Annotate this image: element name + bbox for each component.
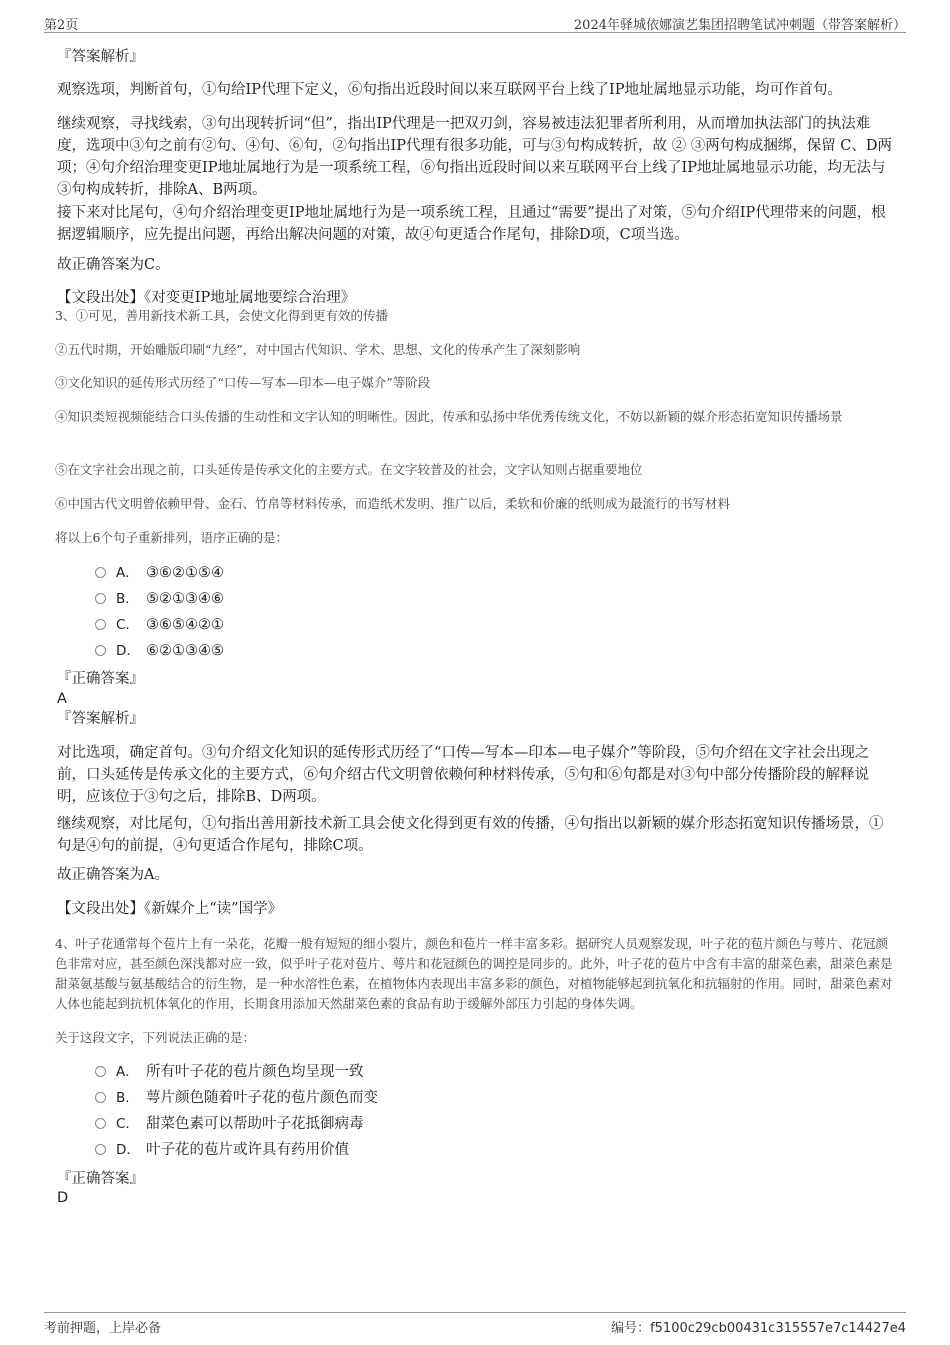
answer-label: 『正确答案』 [57,671,144,687]
question-sentence: 3、①可见，善用新技术新工具，会使文化得到更有效的传播 [55,308,388,323]
option-c[interactable]: C. 甜菜色素可以帮助叶子花抵御病毒 [95,1113,364,1135]
question-prompt: 将以上6个句子重新排列，语序正确的是： [55,530,288,545]
option-c[interactable]: C. ③⑥⑤④②① [95,614,224,636]
radio-button[interactable] [95,619,106,630]
question-prompt: 关于这段文字，下列说法正确的是： [55,1030,256,1045]
analysis-label: 『答案解析』 [57,711,144,727]
code-label: 编号： [611,1321,651,1336]
question-sentence: ⑤在文字社会出现之前，口头延传是传承文化的主要方式。在文字较普及的社会，文字认知则占据重要地位 [55,462,643,477]
answer-label: 『正确答案』 [57,1171,144,1187]
correct-answer: A [57,691,67,707]
option-d[interactable]: D. 叶子花的苞片或许具有药用价值 [95,1139,349,1161]
question-sentence: ②五代时期，开始雕版印刷“九经”，对中国古代知识、学术、思想、文化的传承产生了深刻影响 [55,342,581,357]
analysis-label: 『答案解析』 [57,49,144,65]
analysis-paragraph: 故正确答案为C。 [57,257,170,273]
code-value: f5100c29cb00431c315557e7c14427e4 [650,1321,906,1336]
option-a[interactable]: A． ③⑥②①⑤④ [95,562,224,584]
question-passage: 4、叶子花通常每个苞片上有一朵花，花瓣一般有短短的细小裂片，颜色和苞片一样丰富多彩。据研究人员观察发现，叶子花的苞片颜色与萼片、花冠颜色非常对应，甚至颜色深浅都对应一致，似乎叶子花对苞片、萼片和花冠颜色的调控是同步的。此外，叶子花的苞片中含有丰富的甜菜色素，甜菜色素是甜菜氨基酸与氨基酸结合的衍生物，是一种水溶性色素，在植物体内表现出丰富多彩的颜色，对植物能够起到抗氧化和抗辐射的作用。同时，甜菜色素对人体也能起到抗机体氧化的作用，长期食用添加天然甜菜色素的食品有助于缓解外部压力引起的身体失调。 [55,936,893,1011]
radio-button[interactable] [95,1092,106,1103]
source-citation: 【文段出处】《新媒介上“读”国学》 [57,901,283,917]
analysis-paragraph: 对比选项，确定首句。③句介绍文化知识的延传形式历经了“口传—写本—印本—电子媒介”等阶段，⑤句介绍在文字社会出现之前，口头延传是传承文化的主要方式，⑥句介绍古代文明曾依赖何种材料传承，⑤句和⑥句都是对③句中部分传播阶段的解释说明，应该位于③句之后，排除B、D两项。 [57,745,870,805]
question-sentence: ③文化知识的延传形式历经了“口传—写本—印本—电子媒介”等阶段 [55,375,431,390]
page-header [44,12,906,33]
radio-button[interactable] [95,1066,106,1077]
option-b[interactable]: B. 萼片颜色随着叶子花的苞片颜色而变 [95,1087,378,1109]
question-sentence: ⑥中国古代文明曾依赖甲骨、金石、竹帛等材料传承，而造纸术发明、推广以后，柔软和价廉的纸则成为最流行的书写材料 [55,496,731,511]
option-a[interactable]: A． 所有叶子花的苞片颜色均呈现一致 [95,1061,364,1083]
analysis-paragraph: 继续观察，对比尾句，①句指出善用新技术新工具会使文化得到更有效的传播，④句指出以新颖的媒介形态拓宽知识传播场景，①句是④句的前提，④句更适合作尾句，排除C项。 [57,816,884,854]
analysis-paragraph: 接下来对比尾句，④句介绍治理变更IP地址属地行为是一项系统工程，且通过“需要”提出了对策，⑤句介绍IP代理带来的问题，根据逻辑顺序，应先提出问题，再给出解决问题的对策，故④句更适合作尾句，排除D项，C项当选。 [57,205,886,243]
document-code [611,1317,906,1336]
correct-answer: D [57,1190,69,1206]
radio-button[interactable] [95,1144,106,1155]
radio-button[interactable] [95,1118,106,1129]
page-number: 第2页 [44,18,79,33]
option-b[interactable]: B. ⑤②①③④⑥ [95,588,224,610]
document-title: 2024年驿城依娜演艺集团招聘笔试冲刺题（带答案解析） [573,18,906,33]
analysis-paragraph: 故正确答案为A。 [57,867,169,883]
footer-slogan: 考前押题，上岸必备 [44,1321,162,1336]
page-footer [44,1312,906,1337]
radio-button[interactable] [95,567,106,578]
analysis-paragraph: 观察选项，判断首句，①句给IP代理下定义，⑥句指出近段时间以来互联网平台上线了IP地址属地显示功能，均可作首句。 [57,82,842,98]
option-d[interactable]: D. ⑥②①③④⑤ [95,640,224,662]
source-citation: 【文段出处】《对变更IP地址属地要综合治理》 [57,290,356,306]
question-sentence: ④知识类短视频能结合口头传播的生动性和文字认知的明晰性。因此，传承和弘扬中华优秀传统文化，不妨以新颖的媒介形态拓宽知识传播场景 [55,409,843,424]
radio-button[interactable] [95,593,106,604]
analysis-paragraph: 继续观察，寻找线索，③句出现转折词“但”，指出IP代理是一把双刃剑，容易被违法犯罪者所利用，从而增加执法部门的执法难度，选项中③句之前有②句、④句、⑥句，②句指出IP代理有很多功能，可与③句构成转折，故 ② ③两句构成捆绑，保留 C、D两项；④句介绍治理变更IP地址属地行为是一项系统工程，⑥句指出近段时间以来互联网平台上线了IP地址属地显示功能，均无法与③句构成转折，排除A、B两项。 [57,116,893,198]
radio-button[interactable] [95,645,106,656]
